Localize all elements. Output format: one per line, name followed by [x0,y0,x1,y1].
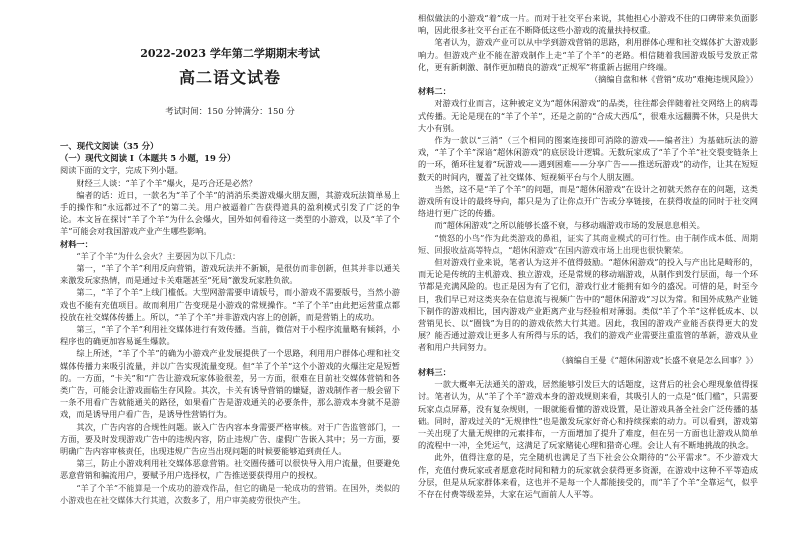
paragraph: 此外，值得注意的是，完全随机也满足了当下社会公众期待的“公平需求”。不少游戏大作，充值付费玩家或者愿意花时间和精力的玩家就会获得更多资源，在游戏中这种不平等造成分层，但是从玩家群体来看，这也并不是每一个人都能接受的，而“羊了个羊”全靠运气，似乎不存在付费等级差异，大家在运气面前人人平等。 [418,452,758,499]
material-label: 材料一： [60,238,93,249]
instruction: 阅读下面的文字，完成下列小题。 [60,165,183,176]
paragraph: 但对游戏行业来说，笔者认为这并不值得鼓励。“超休闲游戏”的投入与产出比是畸形的，而无论是传统的主机游戏、独立游戏，还是常规的移动端游戏，从制作到发行层面，每一个环节都是充满风险的。也正是因为有了它们，游戏行业才能拥有如今的盛况。可惜的是，时至今日，我们早已对这类夹杂在信息流与视频广告中的“超休闲游戏”习以为常。和国外成熟产业链下制作的游戏相比，国内游戏产业距离产业与经验相对薄弱。类似“羊了个羊”这样低成本、以营销见长、以“圈钱”为目的的游戏依然大行其道。因此，我国的游戏产业能否获得更大的发展？能否通过游戏让更多人有所得与乐的话，我们的游戏产业需要注重监管的革新，游戏从业者和用户共同努力。 [418,257,758,353]
paragraph: 第三，“羊了个羊”利用社交媒体进行有效传播。当前，微信对于小程序流量略有倾斜，小程序也的确更加容易诞生爆款。 [60,324,400,347]
paragraph: 而“超休闲游戏”之所以能够长盛不衰，与移动端游戏市场的发展息息相关。 [434,220,705,231]
paragraph: 第二，“羊了个羊”上线门槛低。大型网游需要申请版号，而小游戏不需要版号，当然小游戏也不能有充值项目。故而利用广告变现是小游戏的常规操作。“羊了个羊”由此把运营重点都投放在社交媒体传播上。所以，“羊了个羊”并非游戏内容上的创新，而是营销上的成功。 [60,287,400,322]
material-label: 材料二： [418,86,451,97]
left-column [60,12,400,506]
source-citation: （摘编自王曼《“超休闲游戏”长盛不衰是怎么回事？》） [557,354,758,365]
material-label: 材料三： [418,366,451,377]
paragraph: 第一，“羊了个羊”利用反向营销，游戏玩法并不新颖，是很仿而非创新，但其并非以通关来激发玩家热情，而是通过卡关难题甚至“死局”激发玩家胜负欲。 [60,263,400,286]
source-citation: （摘编自盘和林《营销“成功”难掩违规风险》） [589,74,758,85]
paragraph: 作为一款以“三消”（三个相同的图案连接即可消除的游戏——编者注）为基础玩法的游戏，“羊了个羊”深谙“超休闲游戏”的底层设计逻辑。无数玩家成了“羊了个羊”社交裂变链条上的一环，循环往复着“玩游戏——遇到困难——分享广告——推送玩游戏”的动作，让其在短短数天的时间内，覆盖了社交媒体、短视频平台与个人朋友圈。 [418,135,758,182]
paragraph: 财经三人谈：“羊了个羊”爆火，是巧合还是必然？ [76,177,257,188]
paragraph: 编者的话：近日，一款名为“羊了个羊”的消消乐类游戏爆火朋友圈，其游戏玩法简单易上手的操作和“永远都过不了”的第二关。用户被逼着广告获得道具的盈利模式引发了广泛的争论。本文旨在探讨“羊了个羊”为什么会爆火，国外如何看待这一类型的小游戏，以及“羊了个羊”可能会对我国游戏产业产生哪些影响。 [60,189,400,237]
paragraph: “羊了个羊”不能算是一个成功的游戏作品，但它的确是一轮成功的营销。在国外，类似的小游戏也在社交媒体大行其道，次数多了，用户审美疲劳很快产生。 [60,482,400,505]
paragraph: 第三，防止小游戏利用社交媒体恶意营销。社交圈传播可以很快导入用户流量，但要避免恶意营销和骗流用户，要赋予用户选择权，广告推送要获得用户的授权。 [60,458,400,481]
paragraph: 对游戏行业而言，这种被定义为“超休闲游戏”的品类，往往都会伴随着社交网络上的病毒式传播。无论是现在的“羊了个羊”，还是之前的“合成大西瓜”，很难永远翻腾不休，只是供大大小有别。 [418,98,758,133]
paragraph: 一款大概率无法通关的游戏，居然能够引发巨大的话题度，这背后的社会心理现象值得探讨。笔者认为，从“羊了个羊”游戏本身的游戏规则来看，其吸引人的一点是“低门槛”，只需要玩家点点屏幕，没有复杂规则，一眼就能看懂的游戏设置，是让游戏具备全社会广泛传播的基础。同时，游戏过关的“无规律性”也是激发玩家好奇心和持续探索的动力。可以看到，游戏第一关出现了大量无规律的元素排布，一方面增加了提升了难度，但在另一方面也让游戏从简单的流程中一冲，全凭运气，这满足了玩家赌徒心理和猎奇心理。会让人有不断地挑战的执念。 [418,379,758,451]
paper-title: 高二语文试卷 [178,68,281,87]
paragraph: 其次，广告内容的合规性问题。嵌入广告内容本身需要严格审核。对于广告监管部门，一方面，要及时发现游戏广告中的违规内容，防止违规广告、虚假广告嵌入其中；另一方面，要明确广告内容审核责任，出现违规广告应当出现问题的时候要能够追到责任人。 [60,421,400,457]
exam-title: 2022-2023 学年第二学期期末考试 [140,47,320,60]
paragraph: “愤怒的小鸟”作为此类游戏的鼻祖，证实了其商业模式的可行性。由于制作成本低、周期短、回报收益高等特点，“超休闲游戏”在国内游戏市场上出现也很快繁荣。 [418,232,758,255]
exam-meta: 考试时间：150 分钟满分：150 分 [165,106,295,116]
paragraph: 相似做法的小游戏“着”成一片。而对于社交平台来说，其他担心小游戏不住的口碑带来负面影响，因此很多社交平台正在不断降低这些小游戏的流量扶持权重。 [418,13,758,36]
section-heading: 一、现代文阅读（35 分） [60,141,159,151]
subsection-heading: （一）现代文阅读 I（本题共 5 小题，19 分） [60,153,236,164]
paragraph: “羊了个羊”为什么会火？主要因为以下几点： [76,250,241,261]
paragraph: 当然，这不是“羊了个羊”的问题，而是“超休闲游戏”在设计之初就天然存在的问题，这类游戏所有设计的最终导向，都只是为了让你点开广告或分享链接，在获得收益的同时于社交网络进行更广泛的传播。 [418,183,758,219]
paragraph: 笔者认为，游戏产业可以从中学到游戏营销的思路，利用群体心理和社交媒体扩大游戏影响力。但游戏产业不能在游戏制作上走“羊了个羊”的老路。相信随着我国游戏版号发放正常化，更有新刺激、制作更加精良的游戏“正规军”将重新占据用户终端。 [418,37,758,72]
right-column [418,12,758,500]
paragraph: 综上所述，“羊了个羊”的确为小游戏产业发展提供了一个思路，利用用户群体心理和社交媒体传播力来吸引流量，并以广告实现流量变现。但“羊了个羊”这个小游戏的火爆注定是短暂的。一方面，“卡关”和“广告让游戏玩家体验很差，另一方面，很难在目前社交媒体营销和各类广告，可能会让游戏面临生存风险。其次，卡关有诱导营销的嫌疑，游戏制作者一般会留下一条不用看广告就能通关的路径，如果看广告是游戏通关的必要条件，那么游戏本身就不是游戏，而是诱导用户看广告，是诱导性营销行为。 [60,348,400,420]
